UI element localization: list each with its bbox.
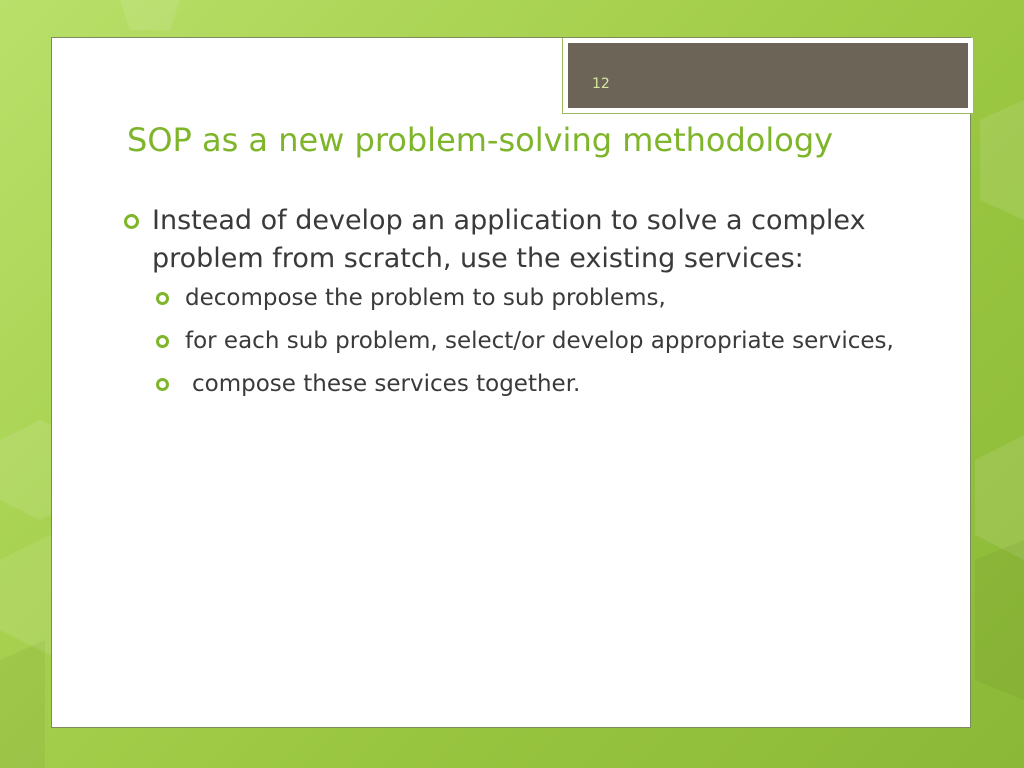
sub-bullet-item bbox=[156, 282, 904, 314]
sub-bullet-text: for each sub problem, select/or develop appropriate services, bbox=[185, 328, 894, 354]
slide-title: SOP as a new problem-solving methodology bbox=[127, 121, 834, 159]
bullet-item bbox=[124, 202, 904, 278]
ring-bullet-icon bbox=[124, 214, 139, 229]
ring-bullet-icon bbox=[156, 335, 169, 348]
bullet-text: Instead of develop an application to solve a complex problem from scratch, use the existing services: bbox=[152, 205, 866, 274]
sub-bullet-text: compose these services together. bbox=[192, 371, 581, 397]
slide-number: 12 bbox=[592, 76, 610, 92]
sub-bullet-list bbox=[124, 282, 904, 400]
ring-bullet-icon bbox=[156, 378, 169, 391]
sub-bullet-text: decompose the problem to sub problems, bbox=[185, 285, 666, 311]
ring-bullet-icon bbox=[156, 292, 169, 305]
slide-number-tab bbox=[562, 38, 974, 114]
sub-bullet-item bbox=[156, 368, 904, 400]
slide-number-panel bbox=[568, 43, 968, 108]
sub-bullet-item bbox=[156, 325, 904, 357]
slide-content bbox=[124, 202, 904, 411]
